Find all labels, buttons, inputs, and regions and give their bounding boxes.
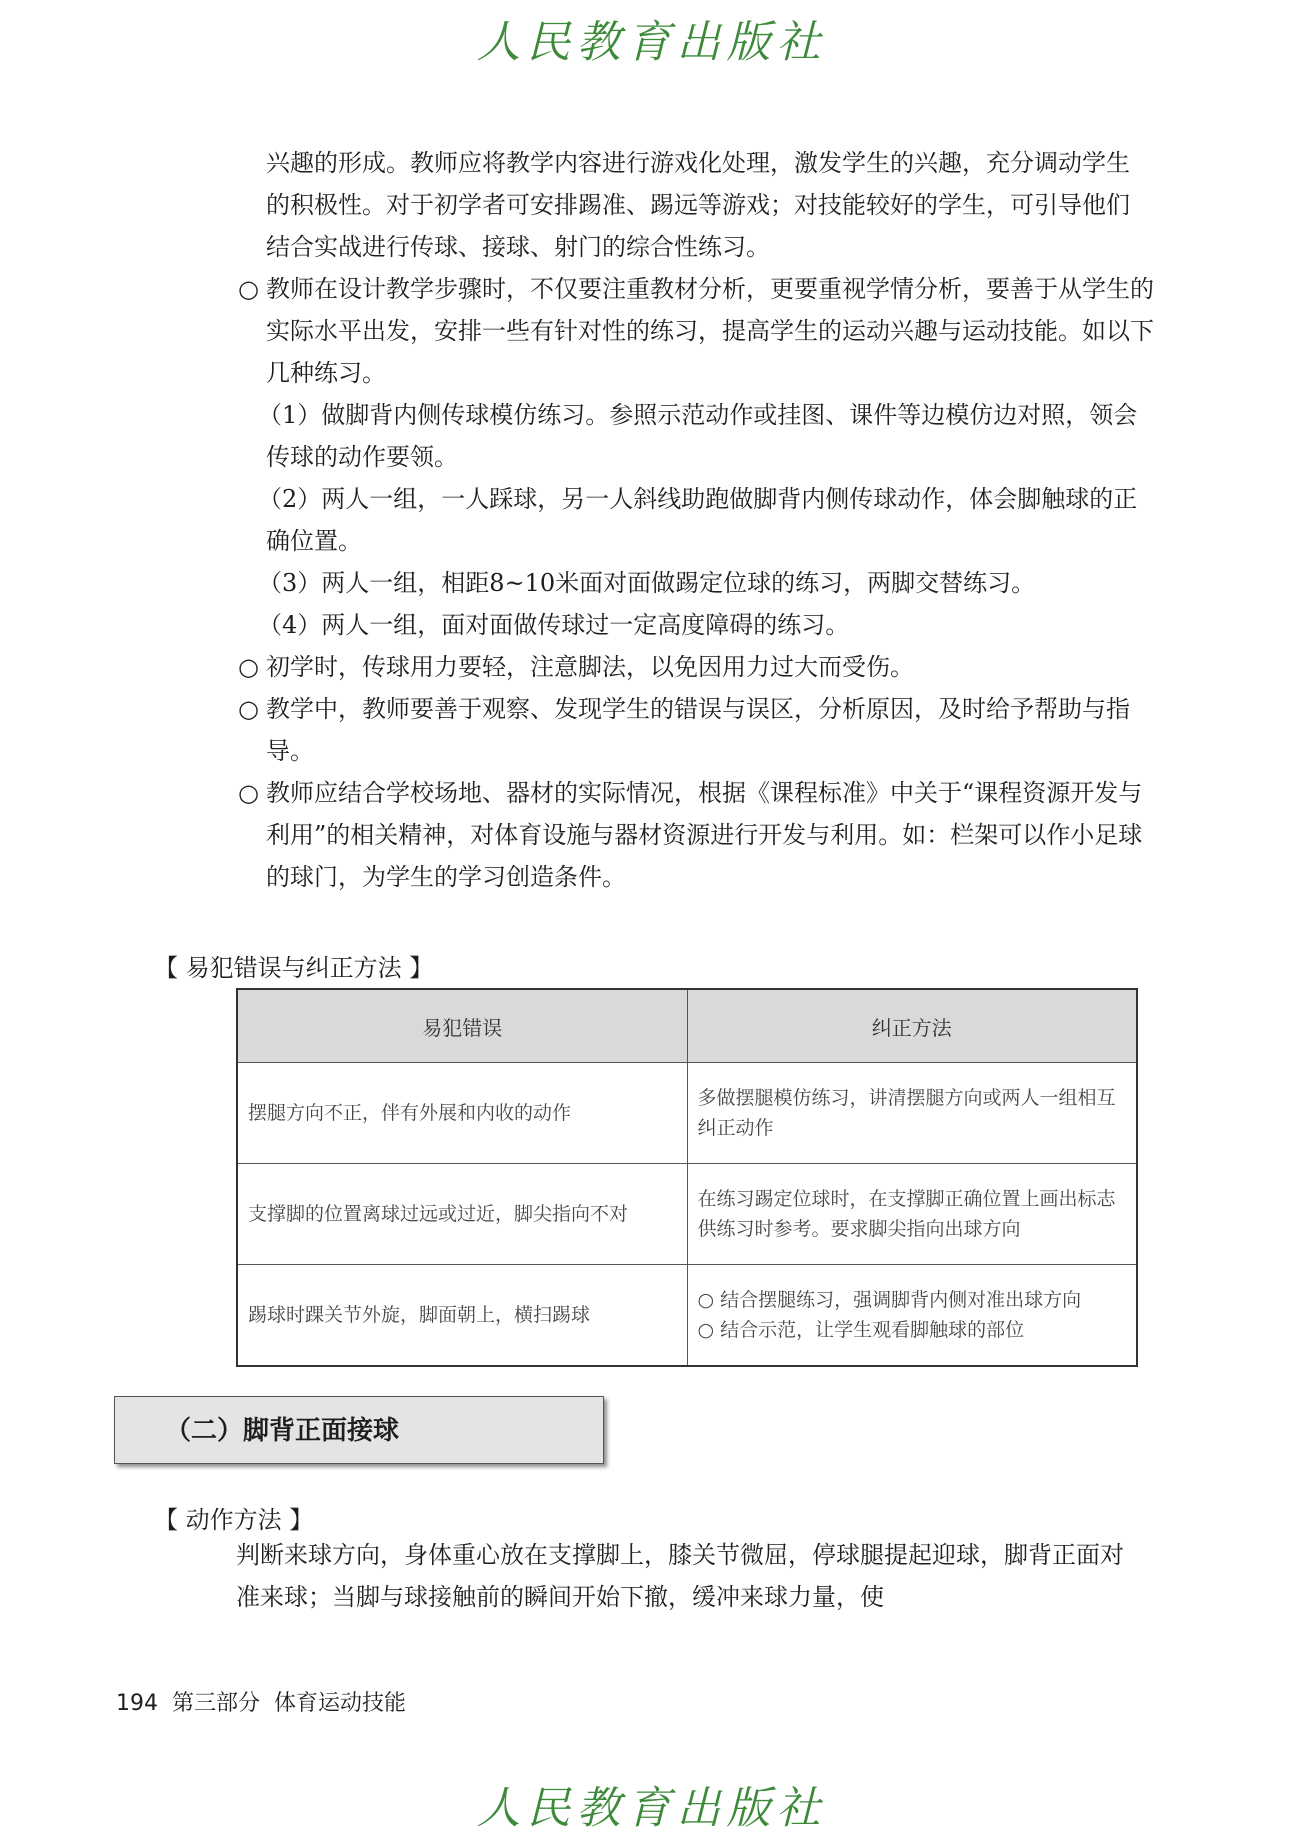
circle-bullet-icon: ○ — [238, 779, 259, 807]
fix-cell: 在练习踢定位球时，在支撑脚正确位置上画出标志供练习时参考。要求脚尖指向出球方向 — [687, 1164, 1137, 1265]
table-header-error: 易犯错误 — [237, 989, 687, 1063]
error-cell: 踢球时踝关节外旋，脚面朝上，横扫踢球 — [237, 1265, 687, 1367]
exercise-item: （4）两人一组，面对面做传球过一定高度障碍的练习。 — [258, 611, 850, 639]
error-cell: 摆腿方向不正，伴有外展和内收的动作 — [237, 1063, 687, 1164]
page-number: 194 — [116, 1691, 158, 1716]
intro-paragraph: 兴趣的形成。教师应将教学内容进行游戏化处理，激发学生的兴趣，充分调动学生的积极性。对于初学者可安排踢准、踢远等游戏；对技能较好的学生，可引导他们结合实战进行传球、接球、射门的综合性练习。 — [266, 149, 1130, 261]
publisher-logo-bottom: 人民教育出版社 — [476, 1783, 827, 1834]
table-row — [237, 1164, 1137, 1265]
footer-chapter: 体育运动技能 — [274, 1691, 407, 1716]
bullet-text: 教师在设计教学步骤时，不仅要注重教材分析，更要重视学情分析，要善于从学生的实际水平出发，安排一些有针对性的练习，提高学生的运动兴趣与运动技能。如以下几种练习。 — [266, 275, 1154, 387]
bullet-item — [238, 268, 1166, 394]
error-cell: 支撑脚的位置离球过远或过近，脚尖指向不对 — [237, 1164, 687, 1265]
bullet-text: 教师应结合学校场地、器材的实际情况，根据《课程标准》中关于“课程资源开发与利用”的相关精神，对体育设施与器材资源进行开发与利用。如：栏架可以作小足球的球门，为学生的学习创造条件。 — [266, 779, 1143, 891]
errors-section-label: 【 易犯错误与纠正方法 】 — [154, 954, 434, 982]
fix-line: ○ 结合摆腿练习，强调脚背内侧对准出球方向 — [697, 1289, 1082, 1311]
exercise-item: （3）两人一组，相距8~10米面对面做踢定位球的练习，两脚交替练习。 — [258, 569, 1036, 597]
circle-bullet-icon: ○ — [238, 695, 259, 723]
method-section-label: 【 动作方法 】 — [154, 1506, 314, 1534]
bullet-item — [238, 646, 1166, 688]
bullet-item — [238, 772, 1166, 898]
exercise-item: （2）两人一组，一人踩球，另一人斜线助跑做脚背内侧传球动作，体会脚触球的正确位置。 — [258, 485, 1138, 555]
bullet-item — [238, 688, 1166, 772]
table-row — [237, 1265, 1137, 1367]
bullet-text: 初学时，传球用力要轻，注意脚法，以免因用力过大而受伤。 — [266, 653, 914, 681]
fix-cell: 多做摆腿模仿练习，讲清摆腿方向或两人一组相互纠正动作 — [687, 1063, 1137, 1164]
subsection-heading: （二）脚背正面接球 — [114, 1396, 604, 1464]
fix-line: ○ 结合示范，让学生观看脚触球的部位 — [697, 1319, 1025, 1341]
circle-bullet-icon: ○ — [238, 275, 259, 303]
bullet-text: 教学中，教师要善于观察、发现学生的错误与误区，分析原因，及时给予帮助与指导。 — [266, 695, 1130, 765]
errors-table — [236, 988, 1138, 1367]
footer-part: 第三部分 — [172, 1691, 261, 1716]
table-header-row — [237, 989, 1137, 1063]
publisher-logo-top: 人民教育出版社 — [476, 17, 827, 68]
table-row — [237, 1063, 1137, 1164]
page-footer — [116, 1686, 420, 1717]
circle-bullet-icon: ○ — [238, 653, 259, 681]
method-paragraph: 判断来球方向，身体重心放在支撑脚上，膝关节微屈，停球腿提起迎球，脚背正面对准来球；当脚与球接触前的瞬间开始下撤，缓冲来球力量，使 — [236, 1541, 1124, 1611]
fix-cell — [687, 1265, 1137, 1367]
exercise-item: （1）做脚背内侧传球模仿练习。参照示范动作或挂图、课件等边模仿边对照，领会传球的动作要领。 — [258, 401, 1138, 471]
table-header-fix: 纠正方法 — [687, 989, 1137, 1063]
